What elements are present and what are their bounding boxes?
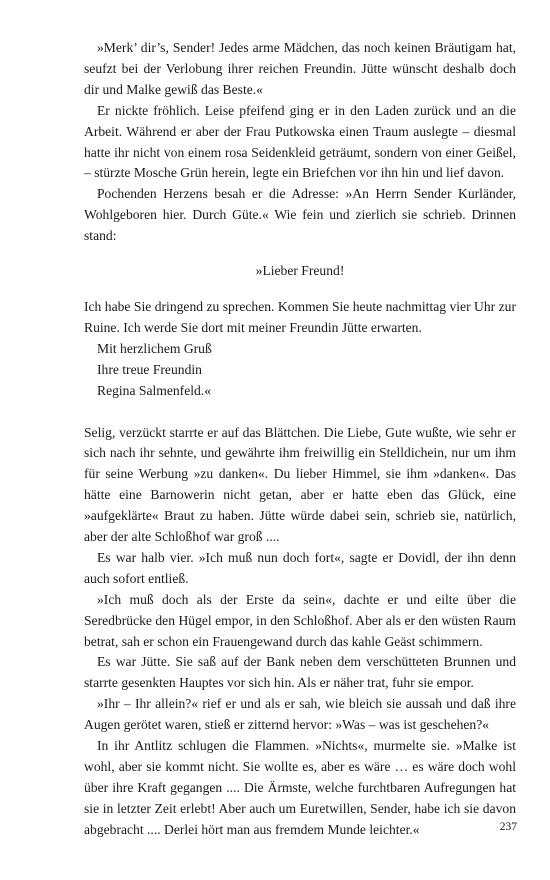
paragraph: »Merk’ dir’s, Sender! Jedes arme Mädchen, das noch keinen Bräutigam hat, seufzt bei der Verlobung ihrer reichen Freundin. Jütte wünscht deshalb doch dir und Malke gewiß das Beste.« xyxy=(84,40,516,97)
paragraph: »Ich muß doch als der Erste da sein«, dachte er und eilte über die Seredbrücke den Hügel empor, in den Schloßhof. Aber als er den wüsten Raum betrat, sah er schon ein Frauengewand durch das kahle Geäst schimmern. xyxy=(84,591,516,649)
paragraph: Er nickte fröhlich. Leise pfeifend ging er in den Laden zurück und an die Arbeit. Während er aber der Frau Putkowska einen Traum auslegte – diesmal hatte ihr nicht von einem rosa Seidenkleid geträumt, sondern von einer Geißel, – stürzte Mosche Grün herein, legte ein Briefchen vor ihn hin und lief davon. xyxy=(84,102,516,181)
page-body xyxy=(84,38,516,841)
paragraph: »Ihr – Ihr allein?« rief er und als er sah, wie bleich sie aussah und daß ihre Augen gerötet waren, stieß er zitternd hervor: »Was – was ist geschehen?« xyxy=(84,696,516,733)
letter-closing-line: Mit herzlichem Gruß xyxy=(97,340,212,356)
letter-body: Ich habe Sie dringend zu sprechen. Kommen Sie heute nachmittag vier Uhr zur Ruine. Ich werde Sie dort mit meiner Freundin Jütte erwarten. xyxy=(84,298,516,335)
paragraph: Pochenden Herzens besah er die Adresse: »An Herrn Sender Kurländer, Wohlgeboren hier. Durch Güte.« Wie fein und zierlich sie schrieb. Drinnen stand: xyxy=(84,186,516,244)
page-number: 237 xyxy=(499,821,517,833)
paragraph: Selig, verzückt starrte er auf das Blättchen. Die Liebe, Gute wußte, wie sehr er sich nach ihr sehnte, und gewährte ihm freiwillig ein Stelldichein, nur um ihm für seine Werbung »zu danken«. Du lieber Himmel, sie ihm »danken«. Das hätte eine Barnowerin nicht getan, aber er hatte eben das Glück, eine »aufgeklärte« Braut zu haben. Jütte würde dabei sein, schrieb sie, natürlich, aber der alte Schloßhof war groß .... xyxy=(84,424,516,545)
paragraph: Es war Jütte. Sie saß auf der Bank neben dem verschütteten Brunnen und starrte gesenkten Hauptes vor sich hin. Als er näher trat, fuhr sie empor. xyxy=(84,654,516,691)
letter-salutation: »Lieber Freund! xyxy=(255,263,345,279)
letter-closing-line: Ihre treue Freundin xyxy=(97,361,202,377)
letter-signature: Regina Salmenfeld.« xyxy=(97,382,212,398)
paragraph: In ihr Antlitz schlugen die Flammen. »Nichts«, murmelte sie. »Malke ist wohl, aber sie kommt nicht. Sie wollte es, aber es wäre … es wäre doch wohl über ihre Kraft gegangen .... Die Ärmste, welche furchtbaren Aufregungen hat sie in letzter Zeit erlebt! Aber auch um Euretwillen, Sender, habe ich sie davon abgebracht .... Derlei hört man aus fremdem Munde leichter.« xyxy=(84,738,516,837)
paragraph: Es war halb vier. »Ich muß nun doch fort«, sagte er Dovidl, der ihn denn auch sofort entließ. xyxy=(84,549,516,586)
